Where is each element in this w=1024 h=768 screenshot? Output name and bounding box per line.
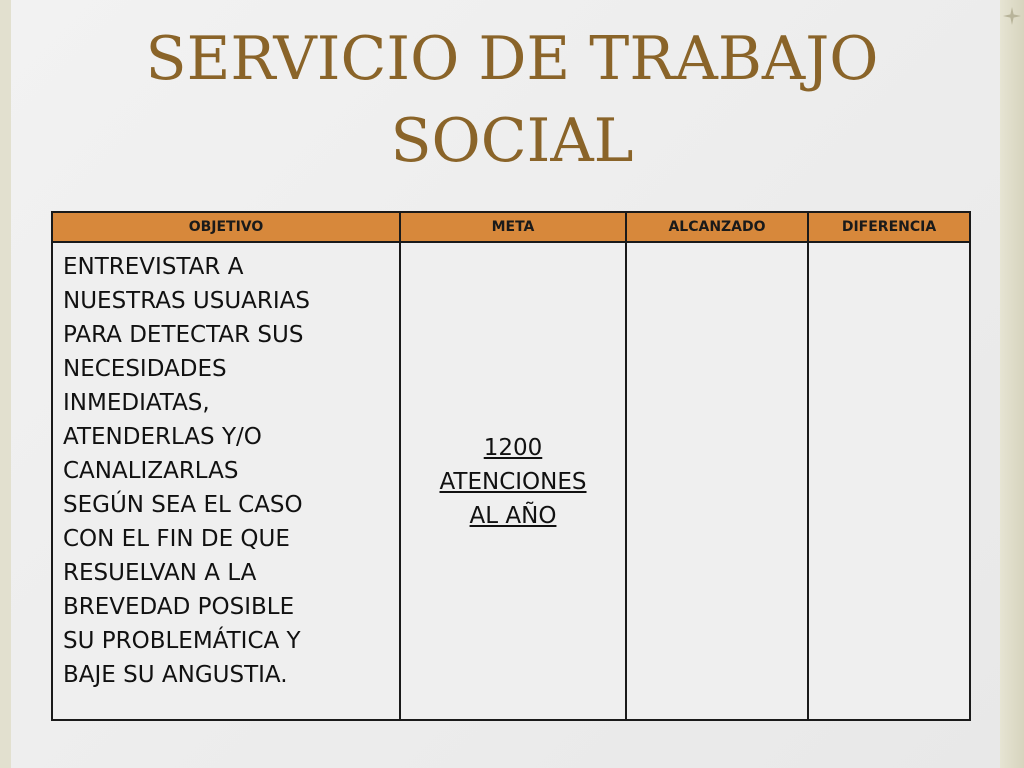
- objective-line: INMEDIATAS,: [63, 390, 210, 416]
- objective-line: ENTREVISTAR A: [63, 254, 244, 280]
- objective-line: CON EL FIN DE QUE: [63, 526, 290, 552]
- objective-line: BREVEDAD POSIBLE: [63, 594, 295, 620]
- objectives-table: [51, 211, 971, 721]
- objective-line: SEGÚN SEA EL CASO: [63, 492, 303, 518]
- title-line-1: SERVICIO DE TRABAJO: [145, 24, 879, 94]
- header-diferencia: DIFERENCIA: [809, 213, 969, 243]
- cell-meta: [401, 243, 627, 719]
- meta-line: 1200: [483, 435, 543, 461]
- objective-line: NECESIDADES: [63, 356, 227, 382]
- objective-line: ATENDERLAS Y/O: [63, 424, 262, 450]
- meta-text: [439, 431, 586, 533]
- objective-line: SU PROBLEMÁTICA Y: [63, 628, 301, 654]
- header-meta: META: [401, 213, 627, 243]
- title-line-2: SOCIAL: [390, 106, 634, 176]
- objective-line: PARA DETECTAR SUS: [63, 322, 304, 348]
- header-objetivo: OBJETIVO: [53, 213, 401, 243]
- slide-title: [0, 18, 1024, 182]
- cell-alcanzado: [627, 243, 809, 719]
- cell-diferencia: [809, 243, 969, 719]
- cell-objetivo: [53, 243, 401, 719]
- objective-line: NUESTRAS USUARIAS: [63, 288, 311, 314]
- meta-line: ATENCIONES: [439, 469, 587, 495]
- header-alcanzado: ALCANZADO: [627, 213, 809, 243]
- objective-line: CANALIZARLAS: [63, 458, 239, 484]
- meta-line: AL AÑO: [469, 503, 557, 529]
- objective-text: [53, 243, 399, 692]
- objective-line: BAJE SU ANGUSTIA.: [63, 662, 288, 688]
- objective-line: RESUELVAN A LA: [63, 560, 257, 586]
